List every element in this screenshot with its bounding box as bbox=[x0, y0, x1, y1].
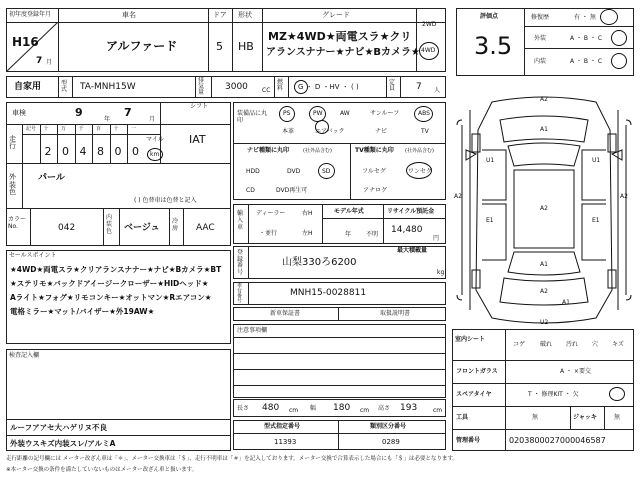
nav-dvd-playback: DVD再生可 bbox=[276, 187, 308, 194]
mileage-unit-mile: マイル bbox=[146, 136, 164, 143]
type-value: TA-MNH15W bbox=[80, 82, 136, 92]
registration-value: 山梨330ろ6200 bbox=[282, 257, 357, 268]
interior-grade-label: 内装 bbox=[534, 58, 547, 65]
tv-oneseg: ワンセグ bbox=[408, 168, 433, 175]
exterior-color-value: パール bbox=[38, 173, 65, 183]
nav-cd: CD bbox=[246, 187, 255, 194]
mileage-label: 走行 bbox=[9, 135, 16, 150]
notes-box bbox=[233, 324, 446, 398]
car-name-label: 車名 bbox=[122, 11, 136, 19]
footnote-1: 走行距離の記号欄には メーター改ざん車は「＊」、メーター交換車は「＄」、走行不明車は「＃」を記入しております。メーター交換で合算表示した場合にも「＄」は必要となります。 bbox=[6, 456, 458, 462]
diag-a2-right: A2 bbox=[620, 193, 628, 200]
diag-a1-bottom: A1 bbox=[562, 299, 570, 306]
category-label: 類別区分番号 bbox=[370, 423, 407, 430]
mileage-digit: 2 bbox=[44, 145, 52, 158]
first-reg-year: H16 bbox=[12, 35, 39, 49]
inspector-note-line-1: ルーフアアセ大ハゲリヌ不良 bbox=[10, 423, 108, 432]
nav-note: (社外品含む) bbox=[303, 148, 332, 154]
recycle-value: 14,480 bbox=[391, 225, 423, 235]
mileage-digit-header: 百 bbox=[96, 126, 102, 132]
equip-sunroof: サンルーフ bbox=[370, 110, 400, 117]
equip-navi: ナビ bbox=[375, 128, 388, 135]
mileage-digit: 0 bbox=[114, 145, 122, 158]
exterior-grade-options: A ・ B ・ C bbox=[570, 35, 603, 42]
import-label: 輸入車 bbox=[237, 210, 244, 232]
sales-point-line-3: Aライト★フォグ★リモコンキー★オットマン★Rエアコン★ bbox=[10, 293, 212, 302]
tv-note: (社外品含む) bbox=[405, 148, 434, 154]
kg-unit: kg bbox=[437, 269, 445, 276]
fuel-options: G ・ D ・HV ・ ( ) bbox=[298, 83, 359, 91]
sales-point-line-1: ★4WD★両電スラ★クリアランスナナー★ナビ★Bカメラ★BT bbox=[10, 265, 222, 274]
nav-hdd: HDD bbox=[246, 168, 260, 175]
warranty-box bbox=[233, 307, 446, 321]
capacity-label: 定員 bbox=[389, 79, 396, 92]
interior-color-label: 内装色 bbox=[106, 214, 113, 236]
drive-4wd: 4WD bbox=[421, 47, 436, 54]
import-left: 左H bbox=[302, 230, 313, 237]
diag-a2-left: A2 bbox=[454, 193, 462, 200]
grade-line-1: MZ★4WD★両電スラ★クリ bbox=[268, 30, 412, 43]
import-dealer: ディーラー bbox=[256, 210, 286, 217]
owner-manual: 取扱説明書 bbox=[380, 310, 411, 317]
sales-point-line-4: 電格ミラー★マット/バイザー★外19AW★ bbox=[10, 307, 155, 316]
mileage-unit-km: km bbox=[150, 151, 160, 158]
width-label: 幅 bbox=[310, 405, 317, 412]
new-car-warranty: 新車保証書 bbox=[270, 310, 301, 317]
model-year-label: モデル年式 bbox=[334, 208, 364, 215]
mileage-digit: 0 bbox=[62, 145, 69, 158]
score-label: 評価点 bbox=[480, 13, 499, 20]
cc-unit: CC bbox=[262, 87, 271, 94]
repair-options: 有 ・ 無 bbox=[574, 14, 596, 21]
model-year-unknown: 不明 bbox=[366, 231, 379, 238]
type-label: 型式 bbox=[61, 80, 68, 93]
jack-label: ジャッキ bbox=[573, 414, 597, 421]
tools-label: 工具 bbox=[456, 414, 469, 421]
shape-value: HB bbox=[238, 40, 254, 53]
equip-leather: 本革 bbox=[282, 128, 295, 135]
shift-label: シフト bbox=[190, 103, 209, 110]
height-unit: cm bbox=[433, 407, 443, 414]
mileage-digit: 4 bbox=[79, 145, 87, 158]
spare-missing-circle bbox=[609, 387, 625, 401]
first-reg-month-unit: 月 bbox=[46, 59, 53, 66]
equip-airbag: エアバック bbox=[315, 128, 345, 135]
exterior-c-circle bbox=[611, 30, 627, 46]
equip-aw: AW bbox=[340, 110, 350, 117]
first-reg-label: 初年度登録年月 bbox=[9, 11, 52, 18]
tv-analog: アナログ bbox=[363, 187, 388, 194]
footnote-2: ※本ーター交換の条件を満たしていないものはメーター改ざん車と扱います。 bbox=[6, 467, 198, 473]
management-label: 管理番号 bbox=[456, 437, 481, 444]
displacement-value: 3000 bbox=[225, 82, 248, 92]
grade-label: グレード bbox=[322, 11, 350, 19]
grade-line-2: アランスナナー★ナビ★Bカメラ★ bbox=[266, 47, 421, 58]
chassis-label: 車台番号 bbox=[237, 283, 243, 304]
tv-label: TV種類に丸印 bbox=[355, 147, 394, 154]
width-unit: cm bbox=[360, 407, 370, 414]
spare-tire-label: スペアタイヤ bbox=[456, 391, 492, 398]
inspection-year-unit: 年 bbox=[104, 116, 111, 123]
seat-hole: 穴 bbox=[592, 341, 599, 348]
color-no-value: 042 bbox=[58, 223, 76, 233]
diag-e1-right: E1 bbox=[592, 217, 600, 224]
model-designation-label: 型式指定番号 bbox=[264, 423, 301, 430]
shape-label: 形状 bbox=[238, 11, 252, 19]
recycle-label: リサイクル預託金 bbox=[387, 208, 435, 215]
length-unit: cm bbox=[289, 407, 299, 414]
notes-label: 注意事項欄 bbox=[237, 327, 268, 334]
repair-label: 修復歴 bbox=[531, 14, 550, 21]
length-value: 480 bbox=[262, 403, 280, 413]
interior-seat-label: 室内シート bbox=[455, 336, 486, 343]
color-no-label: カラーNo. bbox=[8, 216, 27, 231]
spare-tire-options: T ・ 修理KIT ・ 欠 bbox=[528, 391, 579, 398]
diag-u1-left: U1 bbox=[486, 157, 495, 164]
mileage-digit-header: 万 bbox=[61, 126, 67, 132]
tools-value: 無 bbox=[532, 414, 539, 421]
equip-abs: ABS bbox=[418, 110, 430, 117]
nav-dvd: DVD bbox=[287, 168, 301, 175]
equipment-label: 装備品に丸印 bbox=[237, 110, 268, 125]
diag-a2-roof: A2 bbox=[540, 205, 548, 212]
equip-pw: PW bbox=[313, 110, 323, 117]
inspection-month-unit: 月 bbox=[149, 116, 156, 123]
mileage-digit-header: 一 bbox=[131, 126, 137, 132]
equip-ps: PS bbox=[283, 110, 291, 117]
jack-value: 無 bbox=[614, 414, 621, 421]
exterior-grade-label: 外装 bbox=[534, 35, 547, 42]
model-year-year: 年 bbox=[345, 231, 352, 238]
mileage-digit: 8 bbox=[97, 145, 104, 158]
exterior-color-label: 外装色 bbox=[9, 173, 16, 197]
yen-unit: 円 bbox=[433, 235, 440, 242]
diag-e1-left: E1 bbox=[486, 217, 494, 224]
diag-a1-hood: A1 bbox=[540, 126, 548, 133]
inspector-note-line-2: 外装ウスキズ内装スレ/アルミA bbox=[10, 439, 116, 448]
interior-grade-options: A ・ B ・ C bbox=[570, 58, 603, 65]
ac-value: AAC bbox=[196, 223, 215, 233]
interior-c-circle bbox=[611, 53, 627, 69]
inspector-notes-label: 検査記入欄 bbox=[9, 352, 40, 359]
inspection-month: 7 bbox=[124, 106, 132, 119]
displacement-label: 排気量 bbox=[198, 77, 205, 96]
equip-tv: TV bbox=[421, 128, 429, 135]
width-value: 180 bbox=[333, 403, 351, 413]
interior-color-value: ベージュ bbox=[124, 223, 160, 233]
repair-none-circle bbox=[600, 9, 618, 25]
front-glass-options: A ・ ×要交 bbox=[560, 368, 591, 375]
mileage-digit: 0 bbox=[132, 145, 139, 158]
ac-label: 冷房 bbox=[172, 218, 179, 233]
diag-a2-bottom: A2 bbox=[540, 288, 548, 295]
mileage-digit-header: 記号 bbox=[26, 126, 37, 132]
max-load-label: 最大積載量 bbox=[397, 247, 428, 254]
inspection-year: 9 bbox=[75, 106, 83, 119]
sales-point-line-2: ★ステリモ★バックドアイージークローザー★HIDヘッド★ bbox=[10, 279, 209, 288]
height-value: 193 bbox=[400, 403, 418, 413]
car-name-value: アルファード bbox=[106, 39, 178, 53]
nav-sd: SD bbox=[322, 168, 331, 175]
management-value: 0203800027000046587 bbox=[509, 436, 606, 445]
model-designation-value: 11393 bbox=[274, 438, 297, 446]
shift-value: IAT bbox=[189, 133, 206, 146]
seat-tear: 破れ bbox=[540, 341, 553, 348]
exterior-color-note: ( ) 色替車は色替と記入 bbox=[134, 197, 197, 204]
mileage-digit-header: 十 bbox=[113, 126, 119, 132]
seat-stain: 汚れ bbox=[566, 341, 579, 348]
height-label: 高さ bbox=[378, 405, 391, 412]
diag-a2-top: A2 bbox=[540, 96, 548, 103]
sales-points-label: セールスポイント bbox=[9, 252, 57, 259]
mileage-digit-header: 千 bbox=[78, 126, 84, 132]
chassis-value: MNH15-0028811 bbox=[290, 288, 367, 298]
front-glass-label: フロントガラス bbox=[456, 368, 498, 375]
door-label: ドア bbox=[213, 11, 227, 19]
diag-u2-bottom: U2 bbox=[540, 319, 549, 326]
category-value: 0289 bbox=[382, 438, 400, 446]
tv-fullseg: フルセグ bbox=[362, 168, 386, 175]
length-label: 長さ bbox=[237, 405, 250, 412]
import-right: 右H bbox=[302, 210, 313, 217]
score-value: 3.5 bbox=[474, 32, 513, 60]
fuel-label: 燃料 bbox=[277, 79, 284, 92]
capacity-value: 7 bbox=[416, 82, 422, 92]
use-value: 自家用 bbox=[14, 82, 42, 92]
inspection-label: 車検 bbox=[12, 109, 26, 117]
drive-label: 2WD bbox=[422, 21, 437, 28]
car-damage-diagram bbox=[452, 90, 636, 330]
first-reg-month: 7 bbox=[36, 56, 43, 66]
person-unit: 人 bbox=[434, 87, 441, 94]
import-parallel: ・並行 bbox=[259, 230, 278, 237]
registration-label: 登録番号 bbox=[237, 249, 244, 276]
mileage-digit-header: 十 bbox=[43, 126, 49, 132]
nav-label: ナビ種類に丸印 bbox=[247, 147, 290, 154]
door-value: 5 bbox=[216, 40, 223, 53]
seat-burn: コゲ bbox=[513, 341, 526, 348]
diag-u1-right: U1 bbox=[592, 157, 601, 164]
diag-a1-rear: A1 bbox=[540, 261, 548, 268]
seat-scratch: キズ bbox=[612, 341, 624, 348]
